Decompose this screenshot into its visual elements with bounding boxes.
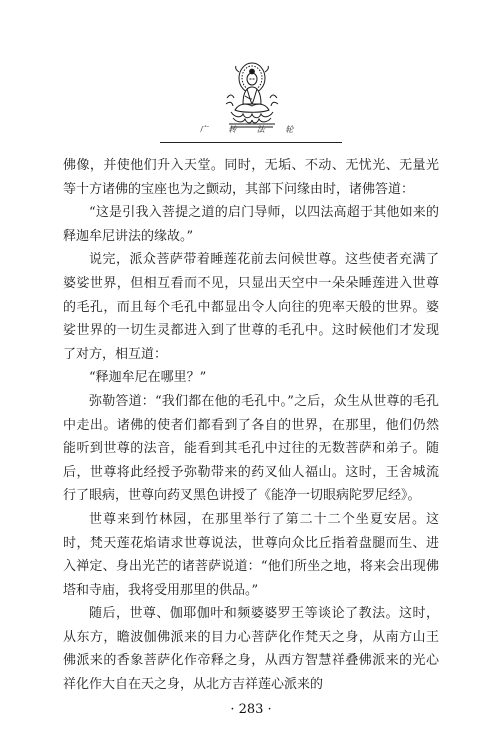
paragraph: 说完，派众菩萨带着睡莲花前去问候世尊。这些使者充满了婆娑世界，但相互看而不见，只显出天空中一朵朵睡莲进入世尊的毛孔，而且每个毛孔中都显出令人向往的兜率天般的世界。婆娑世界的一切生灵都进入到了世尊的毛孔中。这时候他们才发现了对方，相互道： bbox=[63, 252, 439, 362]
seated-buddha-illustration bbox=[221, 58, 283, 130]
paragraph: “释迦牟尼在哪里？” bbox=[89, 370, 207, 386]
header-rule bbox=[160, 142, 342, 143]
body-text bbox=[63, 154, 439, 697]
header-caption: 广 转 法 轮 bbox=[199, 125, 303, 134]
page-number: · 283 · bbox=[230, 702, 272, 717]
paragraph: 佛像，并使他们升入天堂。同时，无垢、不动、无忧光、无量光等十方诸佛的宝座也为之颤动，其部下问缘由时，诸佛答道： bbox=[63, 158, 439, 197]
paragraph: 随后，世尊、伽耶伽叶和频婆婆罗王等谈论了教法。这时，从东方，瞻波伽佛派来的目力心菩萨化作梵天之身，从南方山王佛派来的香象菩萨化作帝释之身，从西方智慧祥叠佛派来的光心祥化作大自在天之身，从北方吉祥莲心派来的 bbox=[63, 606, 439, 693]
paragraph: 弥勒答道：“我们都在他的毛孔中。”之后，众生从世尊的毛孔中走出。诸佛的使者们都看到了各自的世界，在那里，他们仍然能听到世尊的法音，能看到其毛孔中过往的无数菩萨和弟子。随后，世尊将此经授予弥勒带来的药叉仙人福山。这时，王舍城流行了眼病，世尊向药叉黑色讲授了《能净一切眼病陀罗尼经》。 bbox=[63, 393, 439, 504]
paragraph: “这是引我入菩提之道的启门导师，以四法高超于其他如来的释迦牟尼讲法的缘故。” bbox=[63, 205, 439, 244]
paragraph: 世尊来到竹林园，在那里举行了第二十二个坐夏安居。这时，梵天莲花焰请求世尊说法，世尊向众比丘指着盘腿而生、进入禅定、身出光芒的诸菩萨说道：“他们所坐之地，将来会出现佛塔和寺庙，我将受用那里的供品。” bbox=[63, 511, 439, 598]
